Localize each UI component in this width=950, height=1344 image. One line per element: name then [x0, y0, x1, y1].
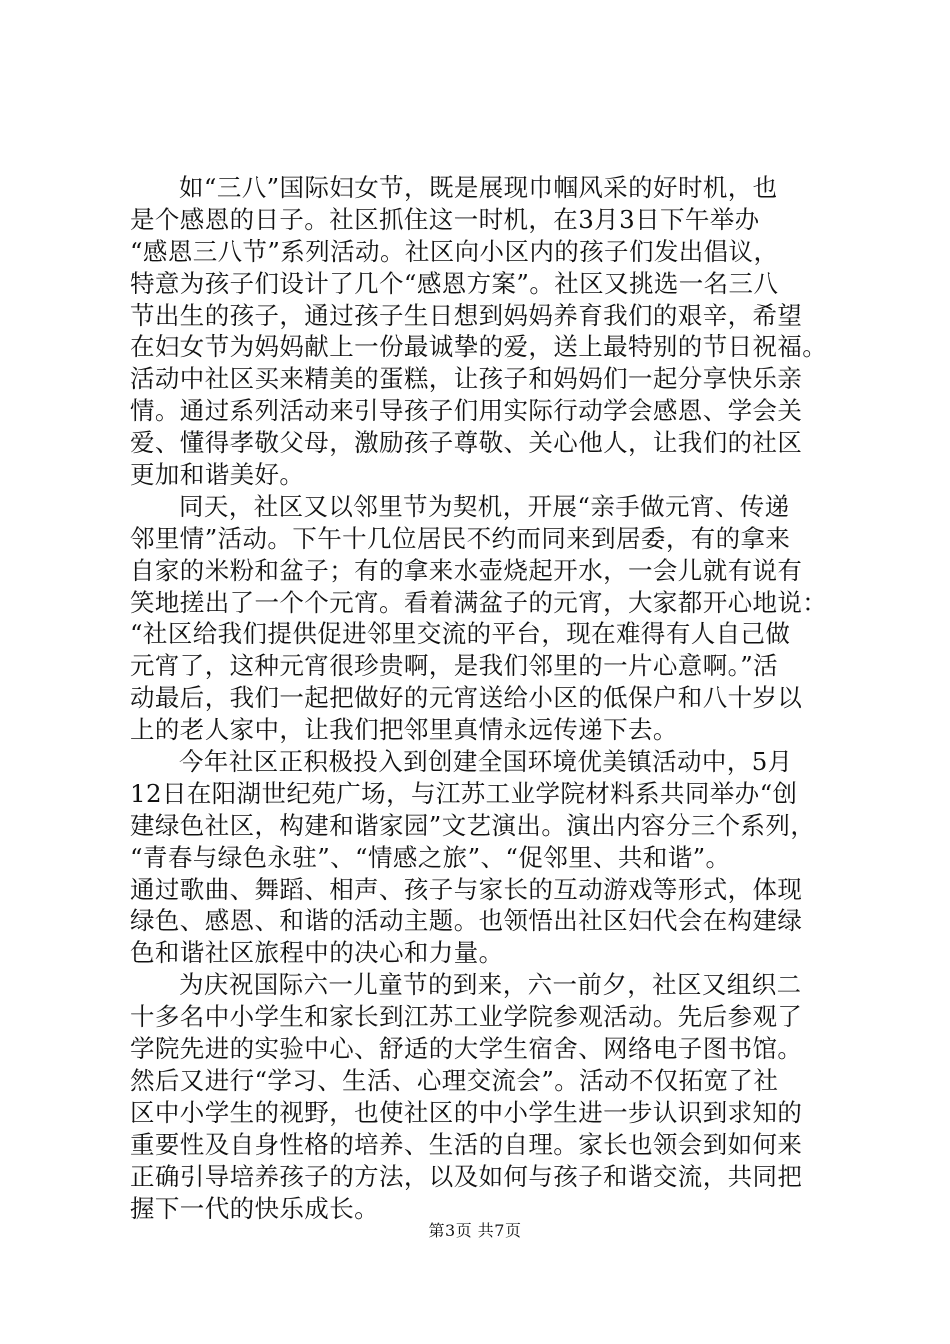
text-line: 正确引导培养孩子的方法，以及如何与孩子和谐交流，共同把 [130, 1161, 803, 1191]
text-line: 通过歌曲、舞蹈、相声、孩子与家长的互动游戏等形式，体现 [130, 874, 803, 904]
text-line: 邻里情”活动。下午十几位居民不约而同来到居委，有的拿来 [130, 523, 791, 553]
text-line: 节出生的孩子，通过孩子生日想到妈妈养育我们的艰辛，希望 [130, 300, 803, 330]
text-line: 动最后，我们一起把做好的元宵送给小区的低保户和八十岁以 [130, 683, 803, 713]
text-line: 建绿色社区，构建和谐家园”文艺演出。演出内容分三个系列， [130, 810, 816, 840]
text-line: 色和谐社区旅程中的决心和力量。 [130, 938, 504, 968]
text-line: “青春与绿色永驻”、“情感之旅”、“促邻里、共和谐”。 [130, 842, 731, 872]
text-line: 同天，社区又以邻里节为契机，开展“亲手做元宵、传递 [179, 491, 790, 521]
text-line: 区中小学生的视野，也使社区的中小学生进一步认识到求知的 [130, 1097, 803, 1127]
paragraph-1 [130, 172, 830, 491]
text-line: 特意为孩子们设计了几个“感恩方案”。社区又挑选一名三八 [130, 268, 779, 298]
text-line: 如“三八”国际妇女节，既是展现巾帼风采的好时机，也 [179, 173, 778, 202]
text-line: 更加和谐美好。 [130, 460, 305, 490]
text-line: 情。通过系列活动来引导孩子们用实际行动学会感恩、学会关 [130, 396, 803, 426]
page-number-footer: 第3页 共7页 [428, 1221, 522, 1240]
text-line: 活动中社区买来精美的蛋糕，让孩子和妈妈们一起分享快乐亲 [130, 364, 803, 394]
text-line: 然后又进行“学习、生活、心理交流会”。活动不仅拓宽了社 [130, 1065, 779, 1095]
paragraph-2 [130, 491, 830, 746]
text-line: “社区给我们提供促进邻里交流的平台，现在难得有人自己做 [130, 619, 791, 649]
text-line: 绿色、感恩、和谐的活动主题。也领悟出社区妇代会在构建绿 [130, 906, 803, 936]
text-line: 在妇女节为妈妈献上一份最诚挚的爱，送上最特别的节日祝福。 [130, 332, 828, 362]
text-line: 为庆祝国际六一儿童节的到来，六一前夕，社区又组织二 [179, 970, 802, 1000]
paragraph-3 [130, 746, 830, 969]
text-line: 是个感恩的日子。社区抓住这一时机，在3月3日下午举办 [130, 204, 760, 234]
text-line: 自家的米粉和盆子；有的拿来水壶烧起开水，一会儿就有说有 [130, 555, 803, 585]
text-line: 爱、懂得孝敬父母，激励孩子尊敬、关心他人，让我们的社区 [130, 428, 803, 458]
text-line: 学院先进的实验中心、舒适的大学生宿舍、网络电子图书馆。 [130, 1034, 803, 1064]
text-line: 12日在阳湖世纪苑广场，与江苏工业学院材料系共同举办“创 [130, 778, 798, 808]
text-line: “感恩三八节”系列活动。社区向小区内的孩子们发出倡议， [130, 236, 779, 266]
text-line: 笑地搓出了一个个元宵。看着满盆子的元宵，大家都开心地说： [130, 587, 828, 617]
paragraph-4 [130, 969, 830, 1224]
text-line: 上的老人家中，让我们把邻里真情永远传递下去。 [130, 715, 678, 745]
text-line: 十多名中小学生和家长到江苏工业学院参观活动。先后参观了 [130, 1002, 803, 1032]
text-line: 重要性及自身性格的培养、生活的自理。家长也领会到如何来 [130, 1129, 803, 1159]
text-line: 握下一代的快乐成长。 [130, 1193, 379, 1223]
text-line: 今年社区正积极投入到创建全国环境优美镇活动中，5月 [179, 747, 793, 777]
text-line: 元宵了，这种元宵很珍贵啊，是我们邻里的一片心意啊。”活 [130, 651, 779, 681]
document-body [130, 172, 830, 1224]
